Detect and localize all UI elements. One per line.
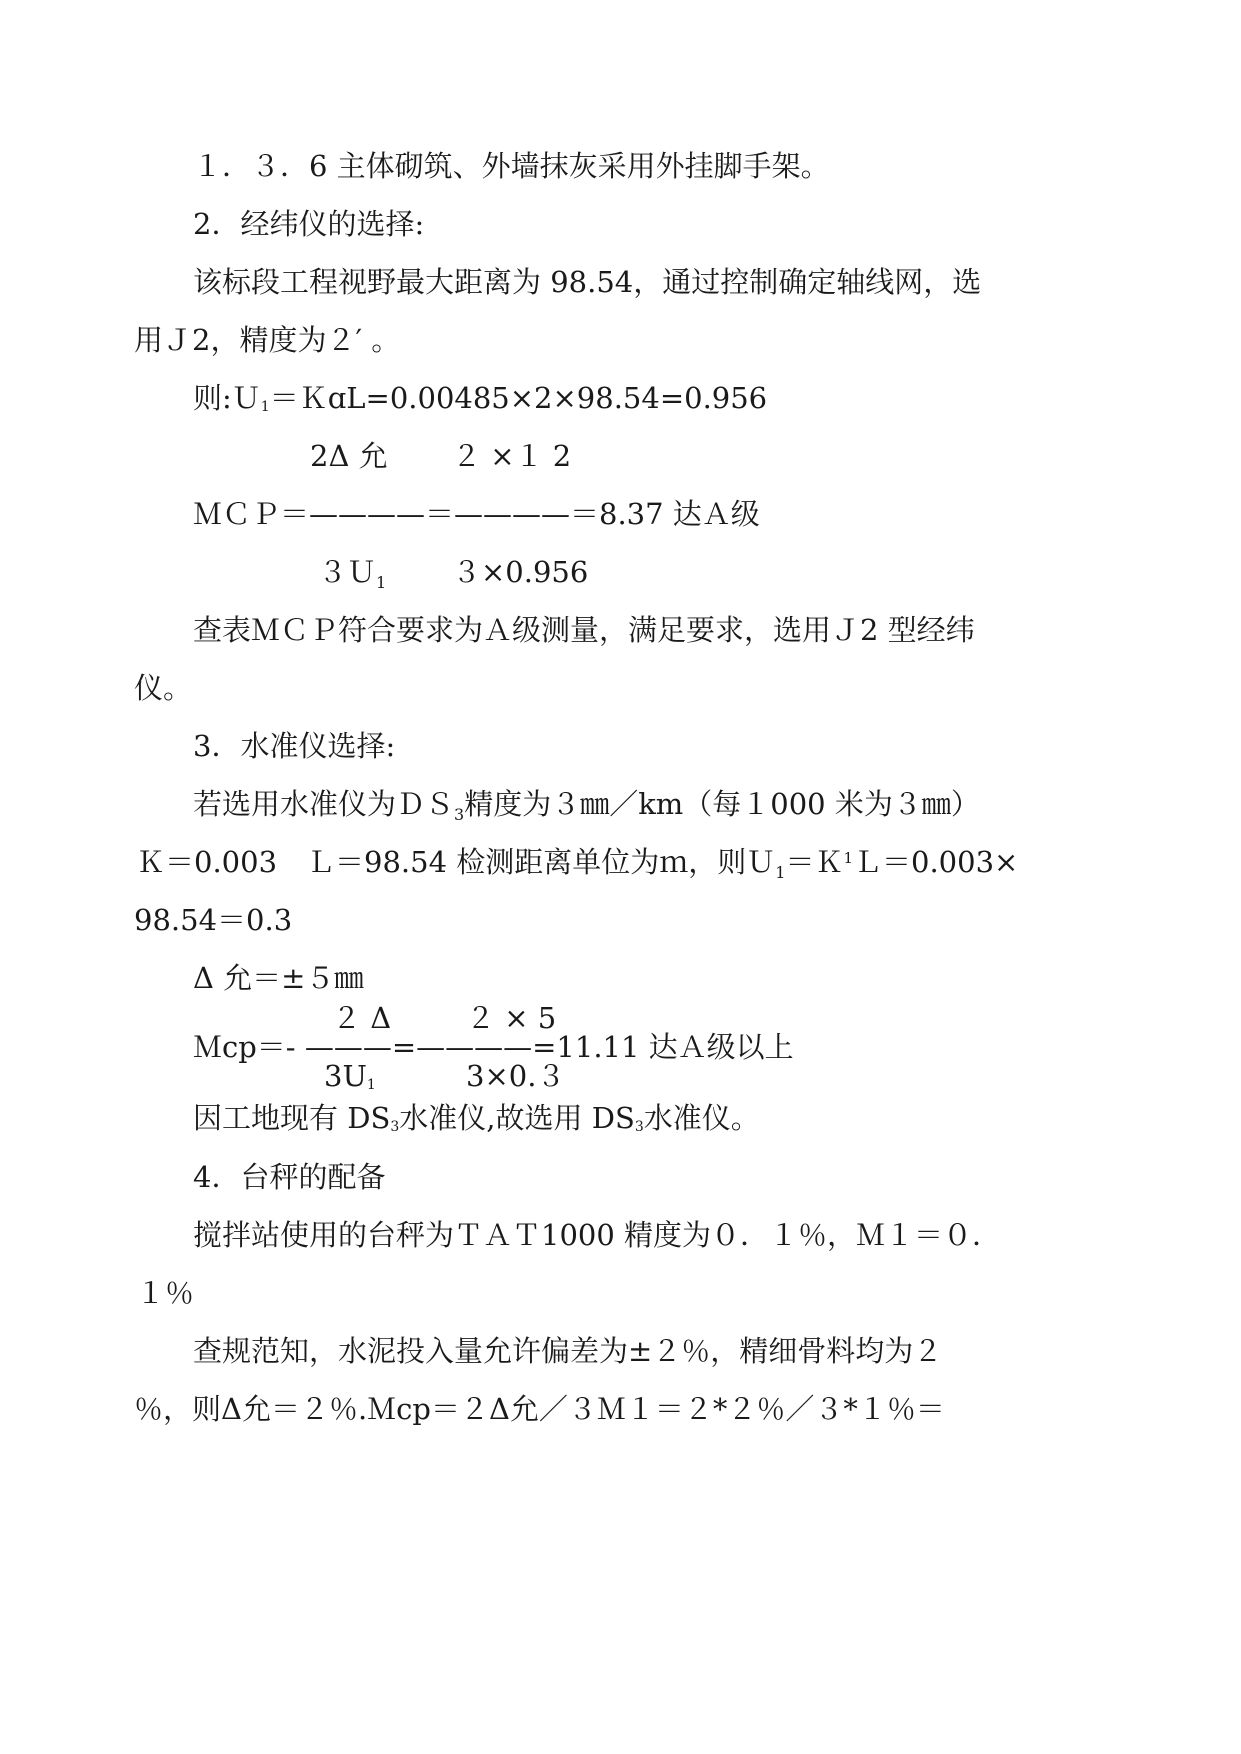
paragraph-line: 查规范知，水泥投入量允许偏差为±２％，精细骨料均为２: [193, 1334, 943, 1368]
fraction-numerator: ２ Δ: [332, 1001, 392, 1035]
fraction-numerator: 2Δ 允: [310, 439, 388, 473]
paragraph-line: 搅拌站使用的台秤为ＴＡＴ1000 精度为０．１％，Ｍ１＝０．: [193, 1218, 1002, 1252]
fraction-denominator: ３Ｕ$_1$: [318, 555, 387, 592]
fraction-denominator: 3×0.３: [466, 1059, 566, 1093]
formula-u1: 则:Ｕ$_1$＝ＫɑL=0.00485×2×98.54=0.956: [193, 381, 768, 415]
paragraph-line: １％: [136, 1276, 195, 1310]
paragraph-line: ％，则Δ允＝２％.Ｍcp＝２Δ允／３Ｍ１＝２*２％／３*１％＝: [134, 1392, 945, 1426]
paragraph-line: 用Ｊ2，精度为２′ 。: [134, 323, 401, 357]
paragraph-line: 98.54＝0.3: [134, 903, 293, 937]
fraction-numerator: ２ × 5: [466, 1001, 557, 1035]
formula-mcp: ＭＣＰ＝————＝————＝8.37 达Ａ级: [193, 497, 760, 531]
section-1-3-6: １．３．6 主体砌筑、外墙抹灰采用外挂脚手架。: [193, 149, 830, 183]
paragraph-line: 若选用水准仪为ＤＳ$_3$精度为３㎜／km（每１000 米为３㎜）: [193, 787, 980, 824]
paragraph-line: 仪。: [134, 671, 193, 705]
heading-scale: 4．台秤的配备: [193, 1160, 386, 1194]
heading-theodolite-selection: 2．经纬仪的选择:: [193, 207, 425, 241]
fraction-denominator: ３×0.956: [452, 555, 589, 589]
paragraph-line: 该标段工程视野最大距离为 98.54，通过控制确定轴线网，选: [193, 265, 982, 299]
paragraph-line: 查表ＭＣＰ符合要求为Ａ级测量，满足要求，选用Ｊ2 型经纬: [193, 613, 975, 647]
paragraph-line: 因工地现有 $DS_3$水准仪,故选用 $DS_3$水准仪。: [193, 1101, 760, 1135]
heading-level-selection: 3．水准仪选择:: [193, 729, 396, 763]
fraction-numerator: ２ ×１ 2: [452, 439, 572, 473]
formula-mcp: Ｍcp＝- ———=————=11.11 达Ａ级以上: [193, 1030, 794, 1064]
paragraph-line: Ｋ＝0.003 Ｌ＝98.54 检测距离单位为ｍ，则Ｕ$_1$＝Ｋ$^1$Ｌ＝0.003×: [136, 845, 1019, 882]
fraction-denominator: $3U_1$: [324, 1059, 376, 1093]
formula-delta: Δ 允＝±５㎜: [193, 961, 364, 995]
